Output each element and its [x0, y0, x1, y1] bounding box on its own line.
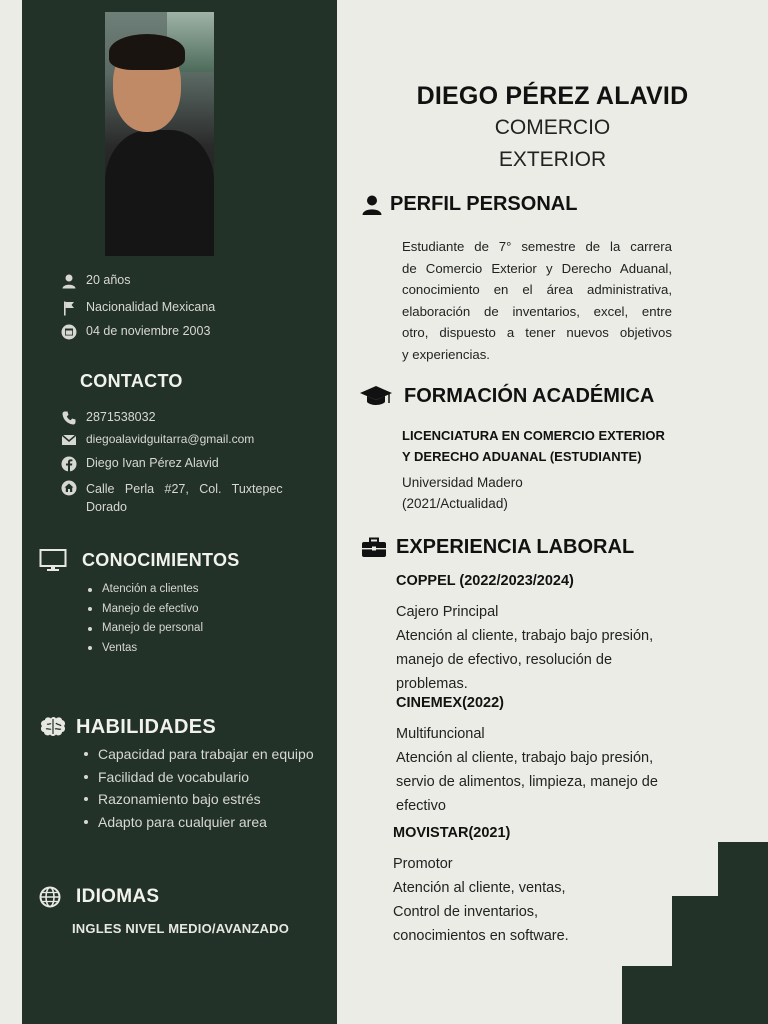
mail-icon: [60, 432, 78, 448]
job-line: Atención al cliente, trabajo bajo presión,: [396, 750, 654, 766]
profile-line: y experiencias.: [402, 346, 490, 362]
decorative-step: [672, 896, 722, 1024]
job-line: Atención al cliente, trabajo bajo presión,: [396, 628, 654, 644]
address-text: [86, 480, 286, 516]
nationality-text: Nacionalidad Mexicana: [86, 300, 216, 314]
knowledge-title: CONOCIMIENTOS: [82, 549, 240, 570]
experience-section-header: [360, 536, 634, 559]
job-company: MOVISTAR(2021): [393, 825, 511, 841]
phone-icon: [60, 410, 78, 426]
person-icon: [360, 194, 384, 216]
address-line-2: Dorado: [86, 500, 127, 514]
brain-icon: [38, 715, 68, 739]
home-icon: [60, 480, 78, 496]
school-info: [402, 472, 523, 514]
job-line: efectivo: [396, 798, 446, 814]
school-name: Universidad Madero: [402, 475, 523, 490]
facebook-row: [60, 456, 219, 472]
facebook-text[interactable]: Diego Ivan Pérez Alavid: [86, 456, 219, 470]
list-item: Facilidad de vocabulario: [84, 766, 314, 789]
job-line: manejo de efectivo, resolución de: [396, 652, 613, 668]
list-item: Adapto para cualquier area: [84, 811, 314, 834]
graduation-cap-icon: [358, 384, 394, 408]
profile-photo: [105, 12, 214, 256]
photo-hair: [109, 34, 185, 70]
phone-row: [60, 410, 156, 426]
monitor-icon: [38, 548, 68, 572]
flag-icon: [60, 300, 78, 316]
profile-section-title: PERFIL PERSONAL: [390, 193, 578, 215]
job-company: CINEMEX(2022): [396, 695, 504, 711]
job-line: Atención al cliente, ventas,: [393, 880, 566, 896]
profile-line: de Comercio Exterior y Derecho Aduanal,: [402, 260, 672, 276]
list-item: Atención a clientes: [88, 580, 203, 600]
job-line: servio de alimentos, limpieza, manejo de: [396, 774, 658, 790]
skills-header: [38, 715, 216, 739]
profile-line: elaboración de inventarios, excel, entre: [402, 303, 672, 319]
job-line: conocimientos en software.: [393, 928, 569, 944]
role-line-2: EXTERIOR: [498, 148, 607, 171]
calendar-icon: [60, 324, 78, 340]
list-item: Razonamiento bajo estrés: [84, 788, 314, 811]
list-item: Capacidad para trabajar en equipo: [84, 743, 314, 766]
globe-icon: [38, 885, 62, 909]
email-text[interactable]: diegoalavidguitarra@gmail.com: [86, 432, 255, 446]
photo-shirt: [105, 130, 214, 256]
birthdate-row: [60, 324, 210, 340]
languages-header: [38, 885, 159, 909]
age-row: [60, 273, 130, 289]
birthdate-text: 04 de noviembre 2003: [86, 324, 211, 338]
age-text: 20 años: [86, 273, 131, 287]
profile-text: [402, 236, 672, 366]
list-item: Manejo de efectivo: [88, 600, 203, 620]
experience-section-title: EXPERIENCIA LABORAL: [396, 536, 635, 558]
knowledge-list: [88, 580, 203, 658]
address-row: [60, 480, 286, 516]
role-line-1: COMERCIO: [494, 116, 611, 139]
degree-line-1: LICENCIATURA EN COMERCIO EXTERIOR: [402, 428, 665, 443]
job-line: problemas.: [396, 676, 468, 692]
skills-title: HABILIDADES: [76, 715, 216, 738]
job-details: [393, 852, 569, 948]
job-position: Promotor: [393, 856, 453, 872]
nationality-row: [60, 300, 215, 316]
decorative-step: [622, 966, 676, 1024]
languages-title: IDIOMAS: [76, 886, 160, 907]
degree: [402, 425, 665, 467]
profile-line: Estudiante de 7° semestre de la carrera: [402, 239, 672, 254]
languages-value: INGLES NIVEL MEDIO/AVANZADO: [72, 921, 290, 936]
school-period: (2021/Actualidad): [402, 496, 508, 511]
profile-section-header: [360, 193, 577, 216]
job-position: Multifuncional: [396, 726, 485, 742]
job-details: [396, 722, 658, 818]
job-company: COPPEL (2022/2023/2024): [396, 573, 574, 589]
profile-line: otro, dispuesto a tener nuevos objetivos: [402, 325, 672, 341]
briefcase-icon: [360, 537, 388, 559]
education-section-title: FORMACIÓN ACADÉMICA: [404, 384, 655, 407]
list-item: Manejo de personal: [88, 619, 203, 639]
job-position: Cajero Principal: [396, 604, 499, 620]
email-row: [60, 432, 254, 448]
person-icon: [60, 273, 78, 289]
list-item: Ventas: [88, 639, 203, 659]
degree-line-2: Y DERECHO ADUANAL (ESTUDIANTE): [402, 449, 642, 464]
skills-list: [84, 743, 314, 833]
knowledge-header: [38, 548, 240, 572]
decorative-step: [718, 842, 768, 1024]
phone-text[interactable]: 2871538032: [86, 410, 156, 424]
job-details: [396, 600, 653, 696]
contact-title: CONTACTO: [80, 371, 183, 391]
facebook-icon: [60, 456, 78, 472]
education-section-header: [358, 384, 654, 408]
job-line: Control de inventarios,: [393, 904, 539, 920]
profile-line: conocimiento en el área administrativa,: [402, 282, 672, 298]
address-line-1: Calle Perla #27, Col. Tuxtepec: [86, 482, 283, 496]
person-name: DIEGO PÉREZ ALAVID: [416, 82, 689, 110]
